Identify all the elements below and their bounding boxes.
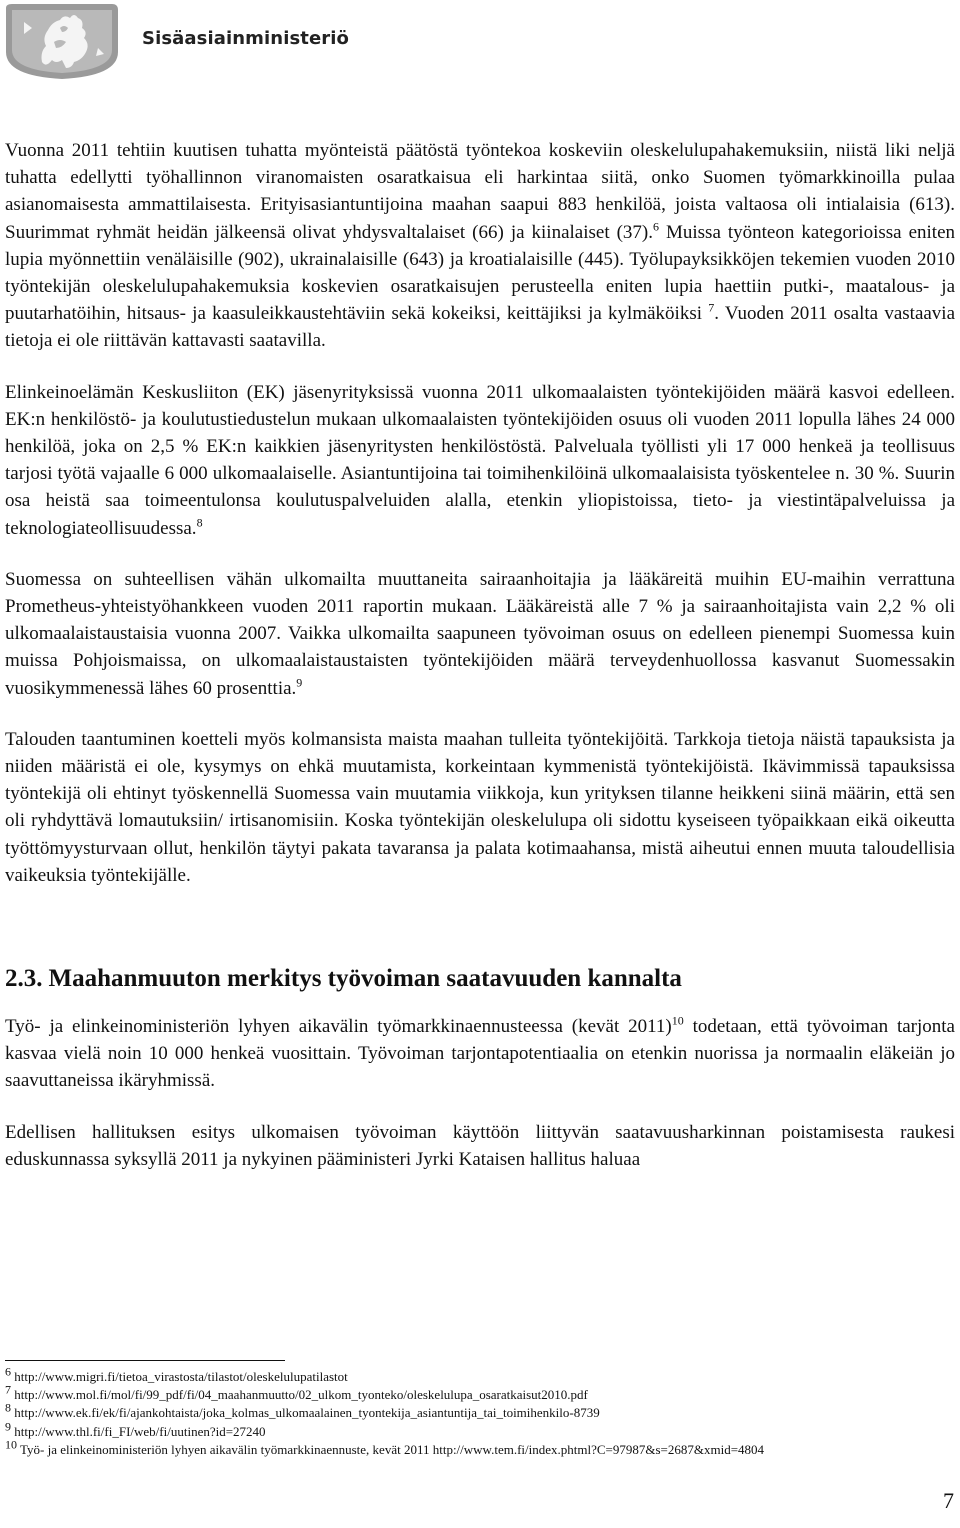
paragraph: [5, 137, 955, 355]
footnote-link[interactable]: http://www.ek.fi/ek/fi/ajankohtaista/joka_kolmas_ulkomaalainen_tyontekija_asiantuntija_tai_toimihenkilo-8739: [14, 1405, 600, 1421]
footnote-ref[interactable]: 10: [671, 1013, 684, 1028]
footnote-ref[interactable]: 9: [296, 675, 303, 690]
footnotes: [5, 1364, 955, 1459]
footnote-link[interactable]: http://www.migri.fi/tietoa_virastosta/tilastot/oleskelulupatilastot: [14, 1369, 348, 1384]
section-number: 2.3.: [5, 965, 43, 993]
footnote-ref[interactable]: 8: [196, 515, 203, 530]
footnote-link[interactable]: http://www.thl.fi/fi_FI/web/fi/uutinen?id=27240: [14, 1423, 266, 1439]
footnote-number: 7: [5, 1382, 11, 1397]
footnote: [5, 1437, 955, 1459]
paragraph-text: Elinkeinoelämän Keskusliiton (EK) jäsenyrityksissä vuonna 2011 ulkomaalaisten työntekijöiden määrä kasvoi edelleen. EK:n henkilöstö- ja koulutustiedustelun mukaan ulkomaalaisten työntekijöiden osuus oli vuoden 2011 lopulla lähes 24 000 henkilöä, joka on 2,5 % EK:n kaikkien jäsenyritysten henkilöstöstä. Palveluala työllisti yli 17 000 henkeä ja teollisuus tarjosi työtä vajaalle 6 000 ulkomaalaiselle. Asiantuntijoina tai toimihenkilöinä ulkomaalaisista työskentelee n. 30 %. Suurin osa heistä saa toimeentulonsa koulutuspalveluiden alalla, etenkin yliopistoissa, tieto- ja viestintäpalveluissa ja teknologiateollisuudessa.: [5, 381, 955, 539]
paragraph-text: . Vuoden 2011 osalta vastaavia tietoja ei ole riittävän kattavasti saatavilla.: [5, 303, 956, 352]
footnote: [5, 1364, 955, 1386]
page-number: 7: [943, 1488, 954, 1513]
paragraph-text: Työ- ja elinkeinoministeriön lyhyen aikavälin työmarkkinaennusteessa (kevät 2011): [5, 1016, 672, 1038]
paragraph: Edellisen hallituksen esitys ulkomaisen työvoiman käyttöön liittyvän saatavuusharkinnan poistamisesta raukesi eduskunnassa syksyllä 2011 ja nykyinen pääministeri Jyrki Kataisen hallitus haluaa: [5, 1121, 955, 1170]
footnote: [5, 1382, 955, 1404]
lion-coat-of-arms-icon: [2, 2, 122, 80]
page-header: [0, 0, 960, 80]
paragraph-text: Vuonna 2011 tehtiin kuutisen tuhatta myönteistä päätöstä työntekoa koskeviin oleskelulupahakemuksiin, niistä liki neljä tuhatta edellytti työhallinnon viranomaisten osaratkaisua eli harkintaa siitä, onko Suomen työmarkkinoilla pulaa asianomaisesta ammattilaisesta. Erityisasiantuntijoina maahan saapui 883 henkilöä, joista valtaosa oli intialaisia (613). Suurimmat ryhmät heidän jälkeensä olivat yhdysvaltalaiset (66) ja kiinalaiset (37).: [5, 140, 955, 243]
paragraph: [5, 566, 955, 702]
section-heading: [5, 963, 955, 995]
paragraph: [5, 379, 955, 542]
paragraph: Talouden taantuminen koetteli myös kolmansista maista maahan tulleita työntekijöitä. Tarkkoja tietoja näistä tapauksista ja niiden määristä ei ole, kysymys on ehkä muutamista, korkeintaan kymmenistä työntekijöistä. Ikävimmissä tapauksissa työntekijä oli ehtinyt työskennellä Suomessa vain muutamia viikkoja, kun yrityksen tilanne heikkeni siinä määrin, että sen oli ryhdyttävä lomautuksiin/ irtisanomisiin. Koska työntekijän oleskelulupa oli sidottu kyseiseen työpaikkaan eikä oikeutta työttömyysturvaan ollut, henkilön täytyi pakata tavaransa ja palata kotimaahansa, mistä aiheutui ennen muuta taloudellisia vaikeuksia työntekijälle.: [5, 728, 955, 886]
footnote-number: 9: [5, 1419, 11, 1434]
footnote-link[interactable]: http://www.mol.fi/mol/fi/99_pdf/fi/04_maahanmuutto/02_ulkom_tyonteko/oleskelulupa_osaratkaisut2010.pdf: [14, 1387, 588, 1403]
ministry-name: Sisäasiainministeriö: [142, 28, 350, 49]
footnote-ref[interactable]: 7: [708, 300, 715, 315]
paragraph: [5, 1013, 955, 1095]
footnote-link[interactable]: Työ- ja elinkeinoministeriön lyhyen aikavälin työmarkkinaennuste, kevät 2011 http://www.tem.fi/index.phtml?C=97987&s=2687&xmid=4804: [20, 1441, 765, 1457]
document-body: [5, 137, 955, 1173]
footnote-divider: [5, 1360, 285, 1361]
paragraph-text: Suomessa on suhteellisen vähän ulkomailta muuttaneita sairaanhoitajia ja lääkäreitä muihin EU-maihin verrattuna Prometheus-yhteistyöhankkeen vuoden 2011 raportin mukaan. Lääkäreistä alle 7 % ja sairaanhoitajista vain 2,2 % oli ulkomaalaistaustaisia vuonna 2007. Vaikka ulkomailta saapuneen työvoiman osuus on edelleen pienempi Suomessa kuin muissa Pohjoismaissa, on ulkomaalaistaustaisten työntekijöiden määrä terveydenhuollossa kasvanut Suomessakin vuosikymmenessä lähes 60 prosenttia.: [5, 568, 955, 699]
footnote: [5, 1401, 955, 1422]
footnote-ref[interactable]: 6: [653, 219, 659, 234]
paragraph-text: todetaan, että työvoiman tarjonta kasvaa vielä noin 10 000 henkeä vuosittain. Työvoiman tarjontapotentiaalia on etenkin nuorissa ja normaalin eläkeiän jo saavuttaneissa ikäryhmissä.: [5, 1016, 955, 1092]
footnote-number: 6: [5, 1364, 11, 1379]
footnote: [5, 1419, 955, 1441]
section-title: Maahanmuuton merkitys työvoiman saatavuuden kannalta: [48, 965, 682, 993]
paragraph-text: Muissa työnteon kategorioissa eniten lupia myönnettiin venäläisille (902), ukrainalaisille (643) ja kroatialaisille (445). Työlupayksikköjen tekemien vuoden 2010 työntekijän oleskelulupahakemuksia koskevien osaratkaisujen perusteella eniten lupia haettiin putki-, maatalous- ja puutarhatöihin, hitsaus- ja kaasuleikkaustehtäviin sekä kokeiksi, keittäjiksi ja kylmäköiksi: [5, 221, 955, 325]
footnote-number: 8: [5, 1401, 11, 1416]
footnote-number: 10: [5, 1437, 17, 1452]
